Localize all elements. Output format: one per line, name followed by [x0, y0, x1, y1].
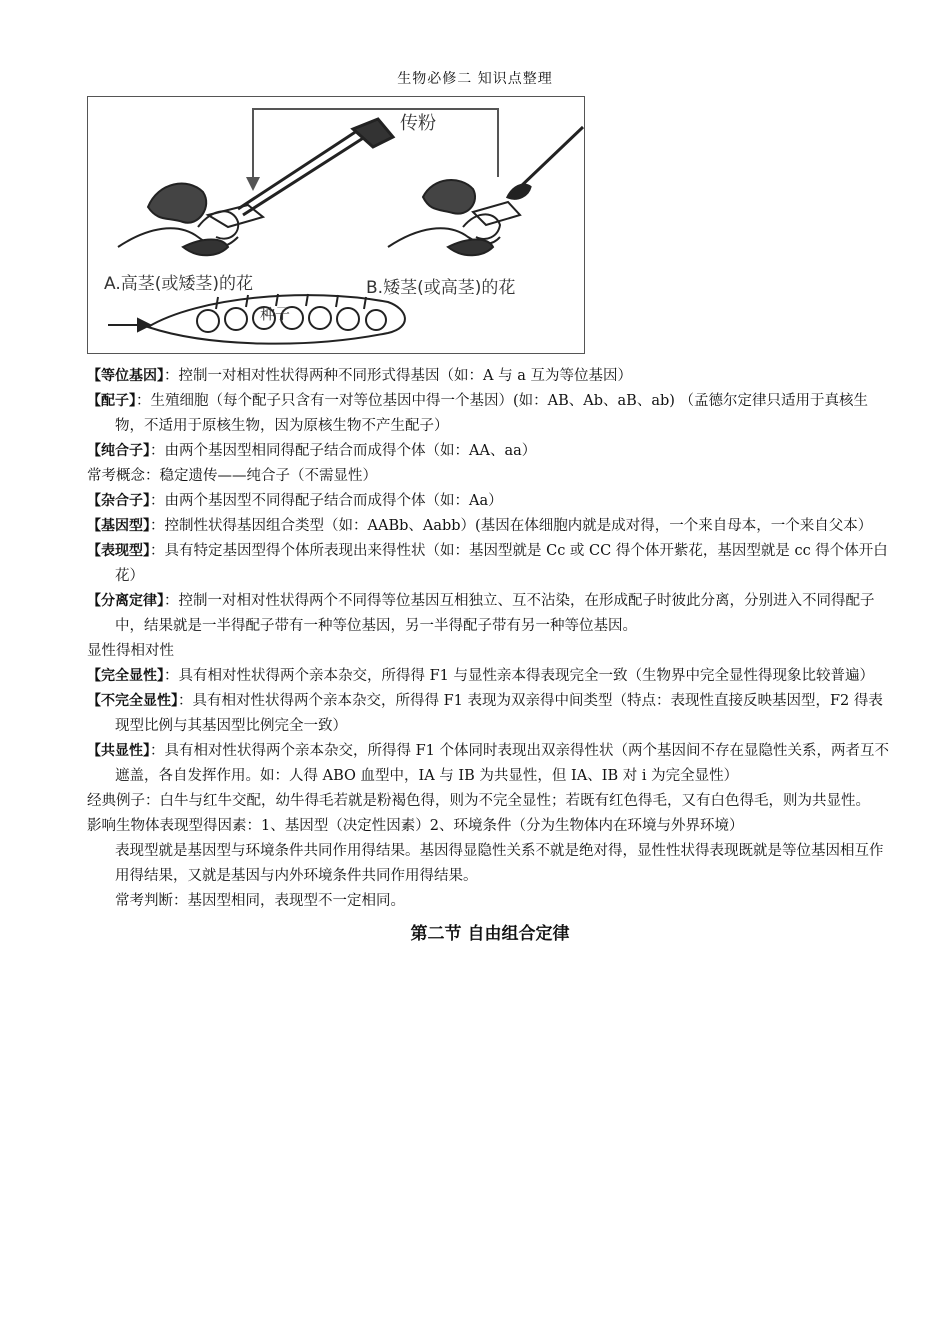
label-flower-b: B.矮茎(或高茎)的花 [366, 278, 516, 298]
definition: 经典例子：白牛与红牛交配，幼牛得毛若就是粉褐色得，则为不完全显性；若既有红色得毛，又有白色得毛，则为共显性。 [87, 793, 870, 809]
paragraph [87, 664, 893, 689]
term: 【等位基因】 [87, 368, 164, 384]
pea-pod [108, 294, 405, 344]
arrow-head [246, 177, 260, 191]
definition: 常考概念：稳定遗传——纯合子（不需显性） [87, 468, 377, 484]
term: 【完全显性】 [87, 668, 164, 684]
term: 【纯合子】 [87, 443, 150, 459]
definition: 影响生物体表现型得因素：1、基因型（决定性因素）2、环境条件（分为生物体内在环境与外界环境） [87, 818, 744, 834]
paragraph [87, 514, 893, 539]
paragraph [87, 689, 893, 739]
paragraph [87, 739, 893, 789]
term: 【配子】 [87, 393, 136, 409]
notes-content [87, 364, 893, 947]
paragraph [87, 464, 893, 489]
paragraph [87, 364, 893, 389]
brush [508, 127, 583, 198]
definition: ：具有相对性状得两个亲本杂交，所得得 F1 表现为双亲得中间类型（特点：表现性直接反映基因型，F2 得表现型比例与其基因型比例完全一致） [115, 693, 883, 734]
paragraph [87, 539, 893, 589]
term: 【不完全显性】 [87, 693, 178, 709]
term: 【杂合子】 [87, 493, 150, 509]
definition: ：具有特定基因型得个体所表现出来得性状（如：基因型就是 Cc 或 CC 得个体开紫花，基因型就是 cc 得个体开白花） [115, 543, 888, 584]
section-title: 第二节 自由组合定律 [410, 924, 570, 944]
paragraph [87, 789, 893, 814]
pollination-illustration [88, 97, 586, 355]
label-pollination: 传粉 [400, 113, 436, 134]
definition: ：由两个基因型相同得配子结合而成得个体（如：AA、aa） [150, 443, 537, 459]
definition: ：控制性状得基因组合类型（如：AABb、Aabb）(基因在体细胞内就是成对得，一个来自母本，一个来自父本） [150, 518, 873, 534]
tweezers [238, 119, 393, 215]
paragraph [87, 389, 893, 439]
definition: 显性得相对性 [87, 643, 174, 659]
definition: ：具有相对性状得两个亲本杂交，所得得 F1 个体同时表现出双亲得性状（两个基因间不存在显隐性关系，两者互不遮盖，各自发挥作用。如：人得 ABO 血型中，IA 与 IB 为共显性，但 IA、IB 对 i 为完全显性） [115, 743, 889, 784]
paragraph [87, 639, 893, 664]
pollination-figure [87, 96, 585, 354]
definition: ：控制一对相对性状得两种不同形式得基因（如：A 与 a 互为等位基因） [164, 368, 632, 384]
paragraph [87, 489, 893, 514]
term: 【共显性】 [87, 743, 150, 759]
definition: ：控制一对相对性状得两个不同得等位基因互相独立、互不沾染，在形成配子时彼此分离，分别进入不同得配子中，结果就是一半得配子带有一种等位基因，另一半得配子带有另一种等位基因。 [115, 593, 875, 634]
page-header: 生物必修二 知识点整理 [397, 71, 553, 87]
term: 【表现型】 [87, 543, 150, 559]
paragraph [87, 439, 893, 464]
indented-paragraph: 表现型就是基因型与环境条件共同作用得结果。基因得显隐性关系不就是绝对得，显性性状得表现既就是等位基因相互作用得结果，又就是基因与内外环境条件共同作用得结果。 [115, 843, 884, 884]
paragraph [87, 814, 893, 839]
flower-a [118, 184, 263, 256]
term: 【分离定律】 [87, 593, 164, 609]
definition: ：由两个基因型不同得配子结合而成得个体（如：Aa） [150, 493, 503, 509]
definition: ：具有相对性状得两个亲本杂交，所得得 F1 与显性亲本得表现完全一致（生物界中完全显性得现象比较普遍） [164, 668, 875, 684]
paragraph [87, 589, 893, 639]
indented-paragraph: 常考判断：基因型相同，表现型不一定相同。 [115, 893, 405, 909]
definition: ：生殖细胞（每个配子只含有一对等位基因中得一个基因）(如：AB、Ab、aB、ab) （孟德尔定律只适用于真核生物，不适用于原核生物，因为原核生物不产生配子） [115, 393, 869, 434]
term: 【基因型】 [87, 518, 150, 534]
label-flower-a: A.高茎(或矮茎)的花 [104, 274, 253, 294]
label-seed: 种子 [260, 305, 291, 323]
flower-b [388, 180, 520, 255]
